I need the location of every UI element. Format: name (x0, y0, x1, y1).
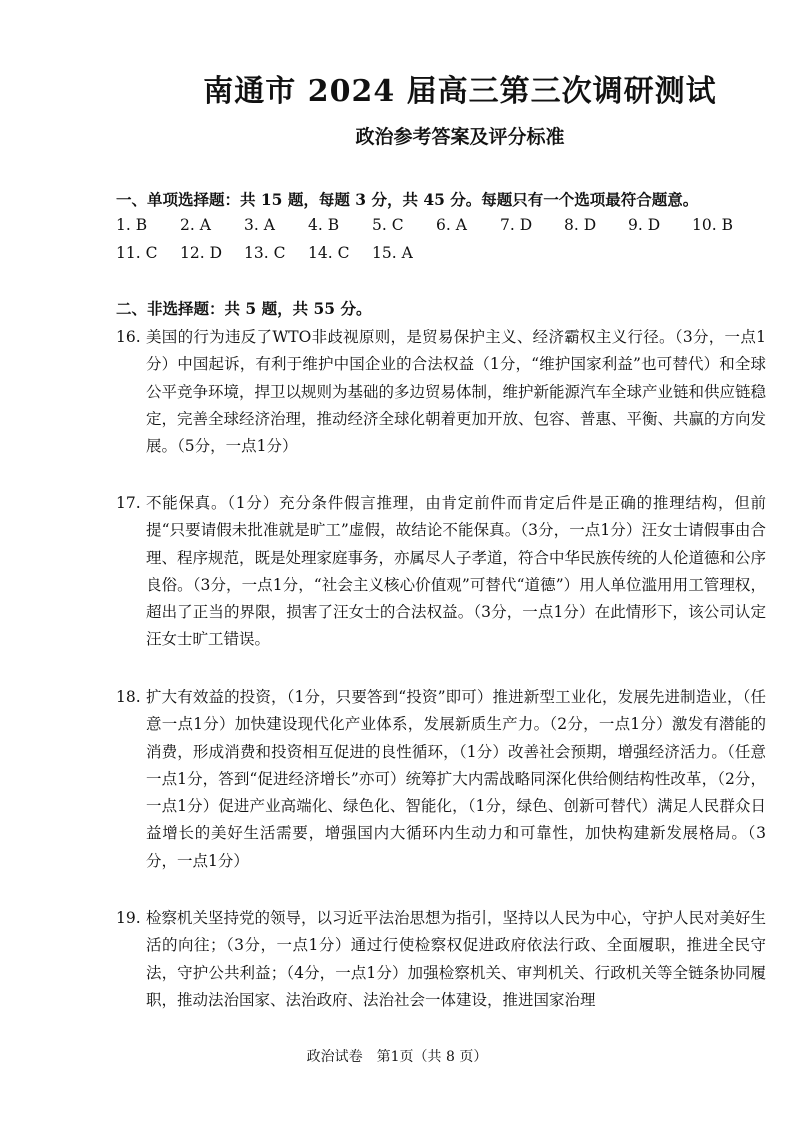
answer-item: 3. A (244, 216, 275, 234)
answer-item: 14. C (308, 244, 350, 262)
answer-row-1 (116, 216, 756, 234)
section1-heading: 一、单项选择题：共 15 题，每题 3 分，共 45 分。每题只有一个选项最符合题意。 (116, 190, 699, 209)
answer-item: 13. C (244, 244, 286, 262)
question-answer-text: 不能保真。（1分）充分条件假言推理，由肯定前件而肯定后件是正确的推理结构，但前提“只要请假未批准就是旷工”虚假，故结论不能保真。（3分，一点1分）汪女士请假事由合理、程序规范，既是处理家庭事务，亦属尽人子孝道，符合中华民族传统的人伦道德和公序良俗。（3分，一点1分，“社会主义核心价值观”可替代“道德”）用人单位滥用用工管理权，超出了正当的界限，损害了汪女士的合法权益。（3分，一点1分）在此情形下，该公司认定汪女士旷工错误。 (146, 494, 767, 649)
page-subtitle: 政治参考答案及评分标准 (355, 126, 565, 148)
answer-item: 11. C (116, 244, 158, 262)
question-16 (116, 324, 766, 460)
question-17 (116, 490, 766, 654)
answer-row-2 (116, 244, 436, 262)
section2-heading: 二、非选择题：共 5 题，共 55 分。 (116, 299, 372, 318)
question-number: 18. (116, 688, 141, 706)
answer-item: 1. B (116, 216, 148, 234)
page-footer: 政治试卷 第1页（共 8 页） (306, 1049, 488, 1065)
answer-item: 2. A (180, 216, 211, 234)
question-number: 17. (116, 494, 141, 512)
question-19 (116, 905, 766, 1014)
answer-item: 10. B (692, 216, 733, 234)
answer-item: 12. D (180, 244, 223, 262)
answer-item: 5. C (372, 216, 404, 234)
question-18 (116, 684, 766, 875)
question-number: 19. (116, 909, 141, 927)
question-answer-text: 美国的行为违反了WTO非歧视原则，是贸易保护主义、经济霸权主义行径。（3分，一点1分）中国起诉，有利于维护中国企业的合法权益（1分，“维护国家利益”也可替代）和全球公平竞争环境，捍卫以规则为基础的多边贸易体制，维护新能源汽车全球产业链和供应链稳定，完善全球经济治理，推动经济全球化朝着更加开放、包容、普惠、平衡、共赢的方向发展。（5分，一点1分） (146, 328, 767, 456)
answer-item: 7. D (500, 216, 533, 234)
answer-item: 8. D (564, 216, 597, 234)
question-number: 16. (116, 328, 141, 346)
page-title: 南通市 2024 届高三第三次调研测试 (203, 74, 717, 109)
answer-item: 15. A (372, 244, 413, 262)
answer-item: 4. B (308, 216, 340, 234)
answer-item: 9. D (628, 216, 661, 234)
question-answer-text: 扩大有效益的投资，（1分，只要答到“投资”即可）推进新型工业化，发展先进制造业，（任意一点1分）加快建设现代化产业体系，发展新质生产力。（2分，一点1分）激发有潜能的消费，形成消费和投资相互促进的良性循环，（1分）改善社会预期，增强经济活力。（任意一点1分，答到“促进经济增长”亦可）统筹扩大内需战略同深化供给侧结构性改革，（2分，一点1分）促进产业高端化、绿色化、智能化，（1分，绿色、创新可替代）满足人民群众日益增长的美好生活需要，增强国内大循环内生动力和可靠性，加快构建新发展格局。（3分，一点1分） (146, 688, 766, 870)
question-answer-text: 检察机关坚持党的领导，以习近平法治思想为指引，坚持以人民为中心，守护人民对美好生活的向往；（3分，一点1分）通过行使检察权促进政府依法行政、全面履职，推进全民守法，守护公共利益；（4分，一点1分）加强检察机关、审判机关、行政机关等全链条协同履职，推动法治国家、法治政府、法治社会一体建设，推进国家治理 (146, 909, 767, 1009)
answer-item: 6. A (436, 216, 467, 234)
